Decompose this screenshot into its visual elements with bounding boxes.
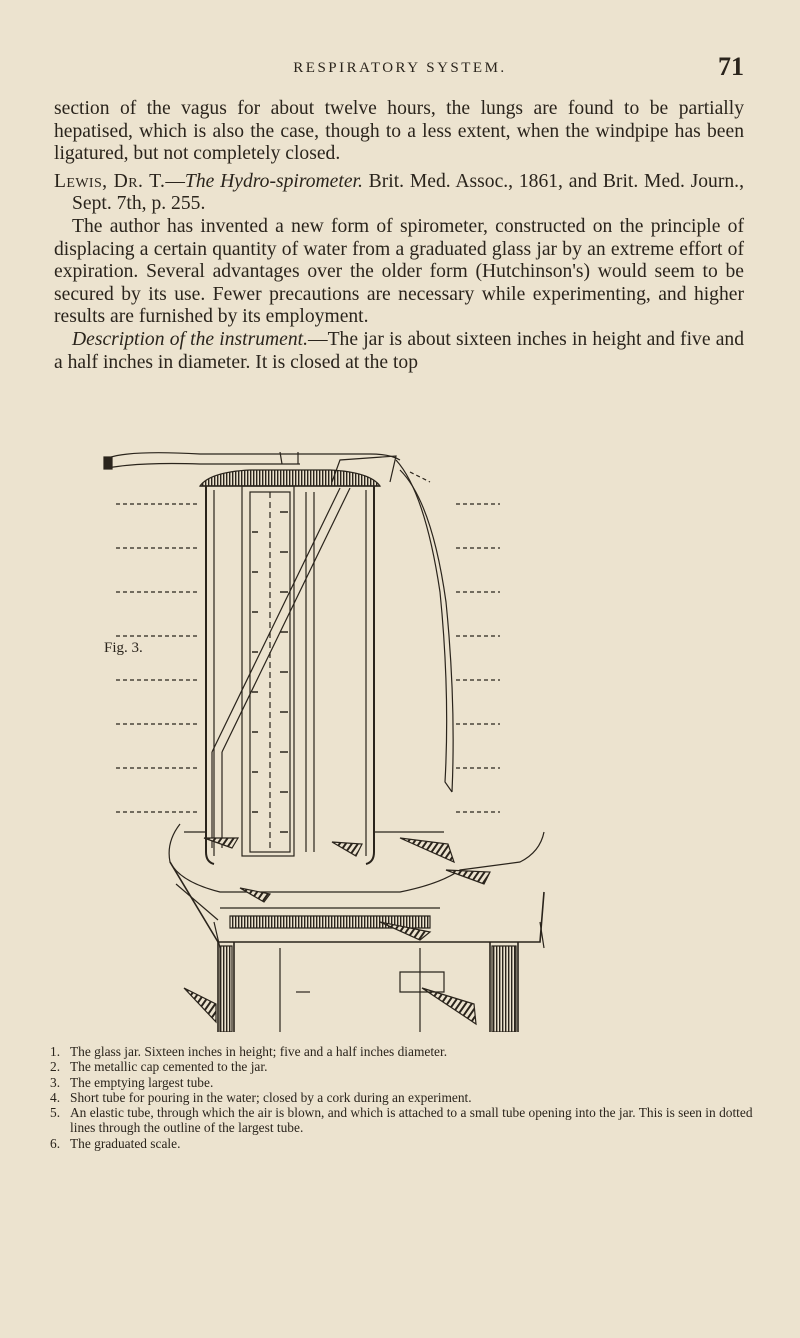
caption-item [50, 1059, 756, 1074]
description-dash: — [307, 328, 328, 350]
spirometer-illustration [100, 452, 700, 1032]
entry-citation: Brit. Med. Assoc., 1861, and Brit. Med. Journ., Sept. 7th, p. 255. [72, 170, 744, 215]
caption-text: The emptying largest tube. [70, 1074, 214, 1090]
body-text [54, 98, 744, 374]
paragraph-author: The author has invented a new form of spirometer, constructed on the principle of displacing a certain quantity of water from a graduated glass jar by an extreme effort of expiration. Several advantages over the older form (Hutchinson's) would seem to be secured by its use. Fewer precautions are necessary while experimenting, and higher results are furnished by its employment. [54, 215, 744, 328]
jar-drawing [104, 452, 544, 1032]
caption-item [50, 1075, 756, 1090]
bibliographic-entry [54, 171, 744, 216]
caption-text: An elastic tube, through which the air is blown, and which is attached to a small tube opening into the jar. This is seen in dotted lines through the outline of the largest tube. [70, 1105, 753, 1136]
caption-item [50, 1044, 756, 1059]
caption-number: 5. [50, 1105, 61, 1121]
caption-number: 1. [50, 1044, 61, 1059]
caption-item [50, 1090, 756, 1105]
caption-text: The graduated scale. [70, 1135, 181, 1151]
page-number: 71 [718, 52, 744, 81]
caption-item [50, 1136, 756, 1151]
description-text: The jar is about sixteen inches in height and five and a half inches in diameter. It is closed at the top [54, 328, 745, 373]
spirometer-figure [100, 452, 700, 1032]
running-title: RESPIRATORY SYSTEM. [293, 60, 507, 76]
figure-captions [50, 1044, 756, 1151]
caption-number: 6. [50, 1135, 61, 1151]
paragraph-description [54, 329, 744, 374]
caption-number: 3. [50, 1074, 61, 1090]
figure-label: Fig. 3. [104, 640, 143, 656]
paragraph-vagus: section of the vagus for about twelve hours, the lungs are found to be partially hepatised, which is also the case, though to a less extent, when the windpipe has been ligatured, but not completely closed. [54, 98, 744, 165]
entry-work-title: The Hydro-spirometer. [184, 170, 363, 192]
running-head [0, 52, 800, 88]
entry-dash: — [165, 170, 185, 192]
caption-number: 4. [50, 1089, 61, 1105]
caption-text: Short tube for pouring in the water; closed by a cork during an experiment. [70, 1089, 472, 1105]
caption-text: The metallic cap cemented to the jar. [70, 1059, 268, 1075]
description-lead: Description of the instrument. [72, 328, 308, 350]
caption-text: The glass jar. Sixteen inches in height; five and a half inches diameter. [70, 1044, 448, 1059]
caption-item [50, 1105, 756, 1136]
caption-number: 2. [50, 1059, 61, 1075]
entry-author: Lewis, Dr. T. [54, 170, 166, 192]
